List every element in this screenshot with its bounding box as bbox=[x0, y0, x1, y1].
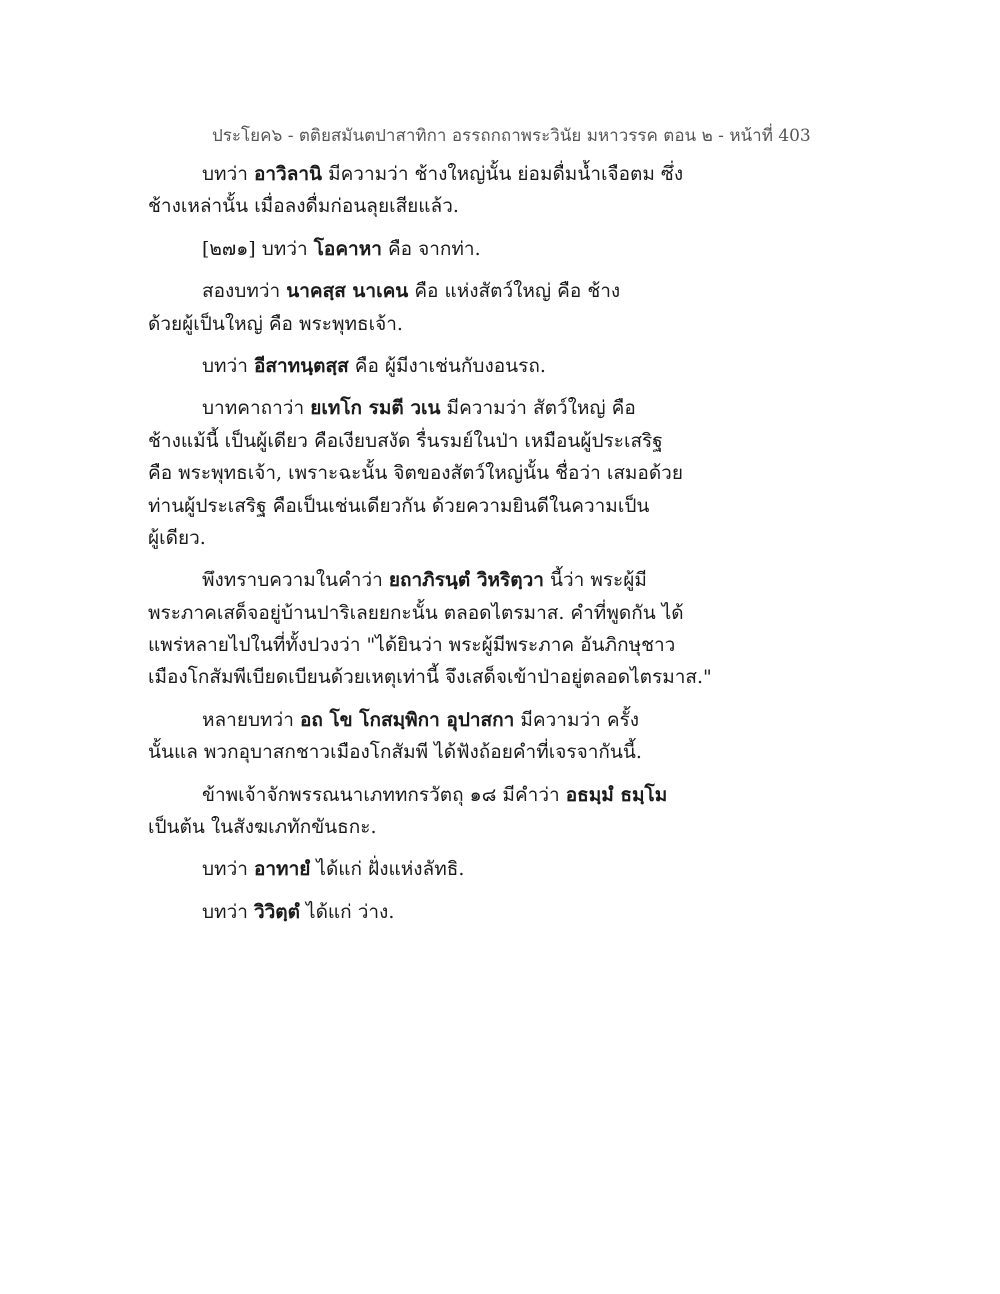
line-text: บทว่า bbox=[202, 900, 254, 923]
line-text: มีความว่า ช้างใหญ่นั้น ย่อมดื่มน้ำเจือตม ซึ่ง bbox=[322, 163, 684, 185]
line-text: ช้างเหล่านั้น เมื่อลงดื่มก่อนลุยเสียแล้ว. bbox=[148, 195, 459, 218]
pali-term: วิวิตฺตํ bbox=[253, 900, 300, 923]
line-text: บาทคาถาว่า bbox=[202, 397, 311, 420]
line-text: พระภาคเสด็จอยู่บ้านปาริเลยยกะนั้น ตลอดไตรมาส. คำที่พูดกัน ได้ bbox=[148, 601, 684, 624]
pali-term: ยเทโก รมตี วเน bbox=[310, 397, 441, 420]
line-text: นี้ว่า พระผู้มี bbox=[543, 569, 647, 592]
text-line bbox=[148, 811, 748, 843]
text-line bbox=[148, 275, 748, 307]
line-text: ได้แก่ ว่าง. bbox=[299, 900, 395, 923]
text-line bbox=[148, 457, 748, 489]
line-text: มีความว่า สัตว์ใหญ่ คือ bbox=[440, 397, 636, 420]
text-line bbox=[148, 190, 748, 222]
text-line bbox=[148, 704, 748, 736]
text-line bbox=[148, 779, 748, 811]
text-line bbox=[148, 350, 748, 382]
text-line bbox=[148, 490, 748, 522]
pali-term: อธมฺมํ ธมฺโม bbox=[565, 783, 668, 806]
text-line bbox=[148, 425, 748, 457]
line-text: [๒๗๑] บทว่า bbox=[202, 237, 314, 260]
line-text: คือ พระพุทธเจ้า, เพราะฉะนั้น จิตของสัตว์ใหญ่นั้น ชื่อว่า เสมอด้วย bbox=[148, 462, 683, 485]
line-text: บทว่า bbox=[202, 163, 254, 185]
line-text: เมืองโกสัมพีเบียดเบียนด้วยเหตุเท่านี้ จึงเสด็จเข้าป่าอยู่ตลอดไตรมาส." bbox=[148, 666, 712, 689]
text-line bbox=[148, 853, 748, 885]
text-line bbox=[148, 522, 748, 554]
line-text: ช้างแม้นี้ เป็นผู้เดียว คือเงียบสงัด รื่นรมย์ในป่า เหมือนผู้ประเสริฐ bbox=[148, 429, 663, 452]
text-line bbox=[148, 661, 748, 693]
pali-term: อาวิลานิ bbox=[253, 163, 323, 185]
pali-term: อีสาทนฺตสฺส bbox=[253, 354, 349, 377]
text-line bbox=[148, 308, 748, 340]
line-text: บทว่า bbox=[202, 858, 254, 881]
pali-term: โอคาหา bbox=[313, 237, 382, 260]
line-text: คือ แห่งสัตว์ใหญ่ คือ ช้าง bbox=[408, 280, 621, 303]
line-text: บทว่า bbox=[202, 354, 254, 377]
pali-term: ยถาภิรนฺตํ วิหริตฺวา bbox=[388, 569, 544, 592]
pali-term: นาคสฺส นาเคน bbox=[286, 280, 409, 303]
line-text: นั้นแล พวกอุบาสกชาวเมืองโกสัมพี ได้ฟังถ้อยคำที่เจรจากันนี้. bbox=[148, 741, 642, 764]
line-text: มีความว่า ครั้ง bbox=[514, 708, 640, 731]
line-text: ผู้เดียว. bbox=[148, 526, 206, 549]
text-line bbox=[148, 564, 748, 596]
text-line bbox=[148, 896, 748, 928]
line-text: คือ ผู้มีงาเช่นกับงอนรถ. bbox=[348, 354, 546, 377]
line-text: หลายบทว่า bbox=[202, 708, 300, 731]
page-header: ประโยค๖ - ตติยสมันตปาสาทิกา อรรถกถาพระวินัย มหาวรรค ตอน ๒ - หน้าที่ 403 bbox=[212, 126, 811, 146]
pali-term: อถ โข โกสมฺพิกา อุปาสกา bbox=[299, 708, 515, 731]
line-text: ได้แก่ ฝั่งแห่งลัทธิ. bbox=[310, 858, 465, 881]
text-line bbox=[148, 629, 748, 661]
line-text: เป็นต้น ในสังฆเภทักขันธกะ. bbox=[148, 816, 377, 839]
line-text: สองบทว่า bbox=[202, 280, 287, 303]
text-line bbox=[148, 392, 748, 424]
pali-term: อาทายํ bbox=[253, 858, 311, 881]
body-text bbox=[148, 158, 748, 928]
text-line bbox=[148, 233, 748, 265]
text-line bbox=[148, 158, 748, 190]
line-text: ด้วยผู้เป็นใหญ่ คือ พระพุทธเจ้า. bbox=[148, 312, 403, 335]
line-text: แพร่หลายไปในที่ทั้งปวงว่า "ได้ยินว่า พระผู้มีพระภาค อันภิกษุชาว bbox=[148, 634, 676, 657]
line-text: ข้าพเจ้าจักพรรณนาเภททกรวัตถุ ๑๘ มีคำว่า bbox=[202, 783, 566, 806]
line-text: คือ จากท่า. bbox=[381, 237, 481, 260]
line-text: พึงทราบความในคำว่า bbox=[202, 569, 389, 592]
text-line bbox=[148, 736, 748, 768]
text-line bbox=[148, 597, 748, 629]
line-text: ท่านผู้ประเสริฐ คือเป็นเช่นเดียวกัน ด้วยความยินดีในความเป็น bbox=[148, 494, 650, 517]
